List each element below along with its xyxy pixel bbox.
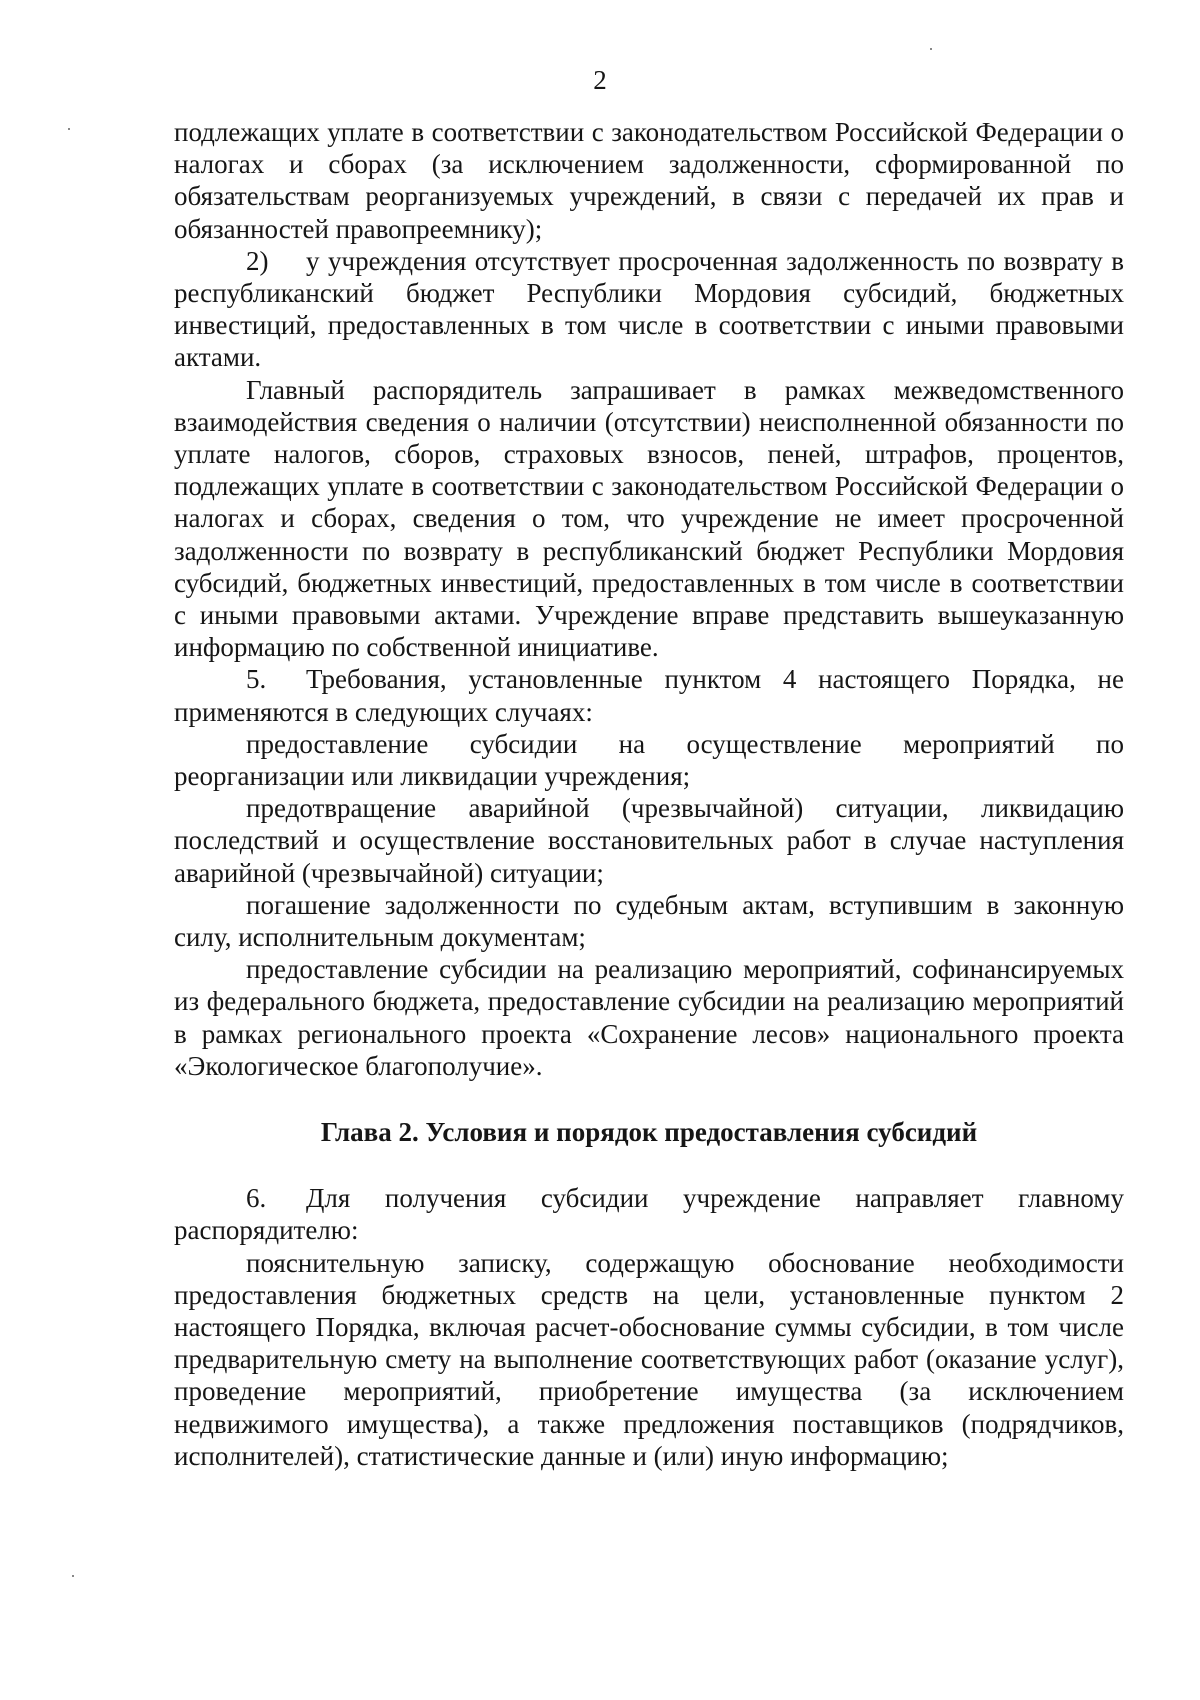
paragraph-text: Для получения субсидии учреждение направляет главному распорядителю:	[174, 1183, 1124, 1246]
paragraph-text: предоставление субсидии на осуществление мероприятий по реорганизации или ликвидации учреждения;	[174, 728, 1124, 792]
paragraphs-before-heading	[174, 116, 1124, 1082]
paragraph	[174, 1182, 1124, 1246]
paragraph	[174, 792, 1124, 889]
document-body	[174, 116, 1124, 1472]
paragraph	[174, 245, 1124, 374]
paragraph-number: 2)	[246, 245, 269, 276]
paragraph	[174, 728, 1124, 792]
paragraph-text: Требования, установленные пунктом 4 настоящего Порядка, не применяются в следующих случаях:	[174, 664, 1124, 727]
paragraph	[174, 116, 1124, 245]
paragraph	[174, 953, 1124, 1082]
paragraph-text: подлежащих уплате в соответствии с законодательством Российской Федерации о налогах и сборах (за исключением задолженности, сформированной по обязательствам реорганизуемых учреждений, в связи с передачей их прав и обязанностей правопреемнику);	[174, 117, 1124, 244]
paragraph-text: погашение задолженности по судебным актам, вступившим в законную силу, исполнительным документам;	[174, 889, 1124, 953]
page-number: 2	[593, 65, 607, 95]
paragraph-text: предотвращение аварийной (чрезвычайной) ситуации, ликвидацию последствий и осуществление восстановительных работ в случае наступления аварийной (чрезвычайной) ситуации;	[174, 793, 1124, 888]
paragraph	[174, 889, 1124, 953]
scan-speck	[930, 48, 932, 50]
scan-speck	[68, 128, 70, 130]
paragraph-number: 5.	[246, 664, 267, 695]
paragraph	[174, 663, 1124, 727]
paragraph	[174, 1247, 1124, 1472]
paragraph-number: 6.	[246, 1183, 267, 1214]
paragraph-text: предоставление субсидии на реализацию мероприятий, софинансируемых из федерального бюджета, предоставление субсидии на реализацию мероприятий в рамках регионального проекта «Сохранение лесов» национального проекта «Экологическое благополучие».	[174, 954, 1124, 1081]
paragraphs-after-heading	[174, 1182, 1124, 1472]
scan-speck	[72, 1575, 74, 1577]
paragraph-text: у учреждения отсутствует просроченная задолженность по возврату в республиканский бюджет Республики Мордовия субсидий, бюджетных инвестиций, предоставленных в том числе в соответствии с иными правовыми актами.	[174, 245, 1124, 373]
chapter-heading: Глава 2. Условия и порядок предоставления субсидий	[320, 1117, 978, 1148]
paragraph-text: Главный распорядитель запрашивает в рамках межведомственного взаимодействия сведения о наличии (отсутствии) неисполненной обязанности по уплате налогов, сборов, страховых взносов, пеней, штрафов, процентов, подлежащих уплате в соответствии с законодательством Российской Федерации о налогах и сборах, сведения о том, что учреждение не имеет просроченной задолженности по возврату в республиканский бюджет Республики Мордовия субсидий, бюджетных инвестиций, предоставленных в том числе в соответствии с иными правовыми актами. Учреждение вправе представить вышеуказанную информацию по собственной инициативе.	[174, 374, 1124, 663]
paragraph-text: пояснительную записку, содержащую обоснование необходимости предоставления бюджетных средств на цели, установленные пунктом 2 настоящего Порядка, включая расчет-обоснование суммы субсидии, в том числе предварительную смету на выполнение соответствующих работ (оказание услуг), проведение мероприятий, приобретение имущества (за исключением недвижимого имущества), а также предложения поставщиков (подрядчиков, исполнителей), статистические данные и (или) иную информацию;	[174, 1247, 1124, 1471]
paragraph	[174, 374, 1124, 664]
